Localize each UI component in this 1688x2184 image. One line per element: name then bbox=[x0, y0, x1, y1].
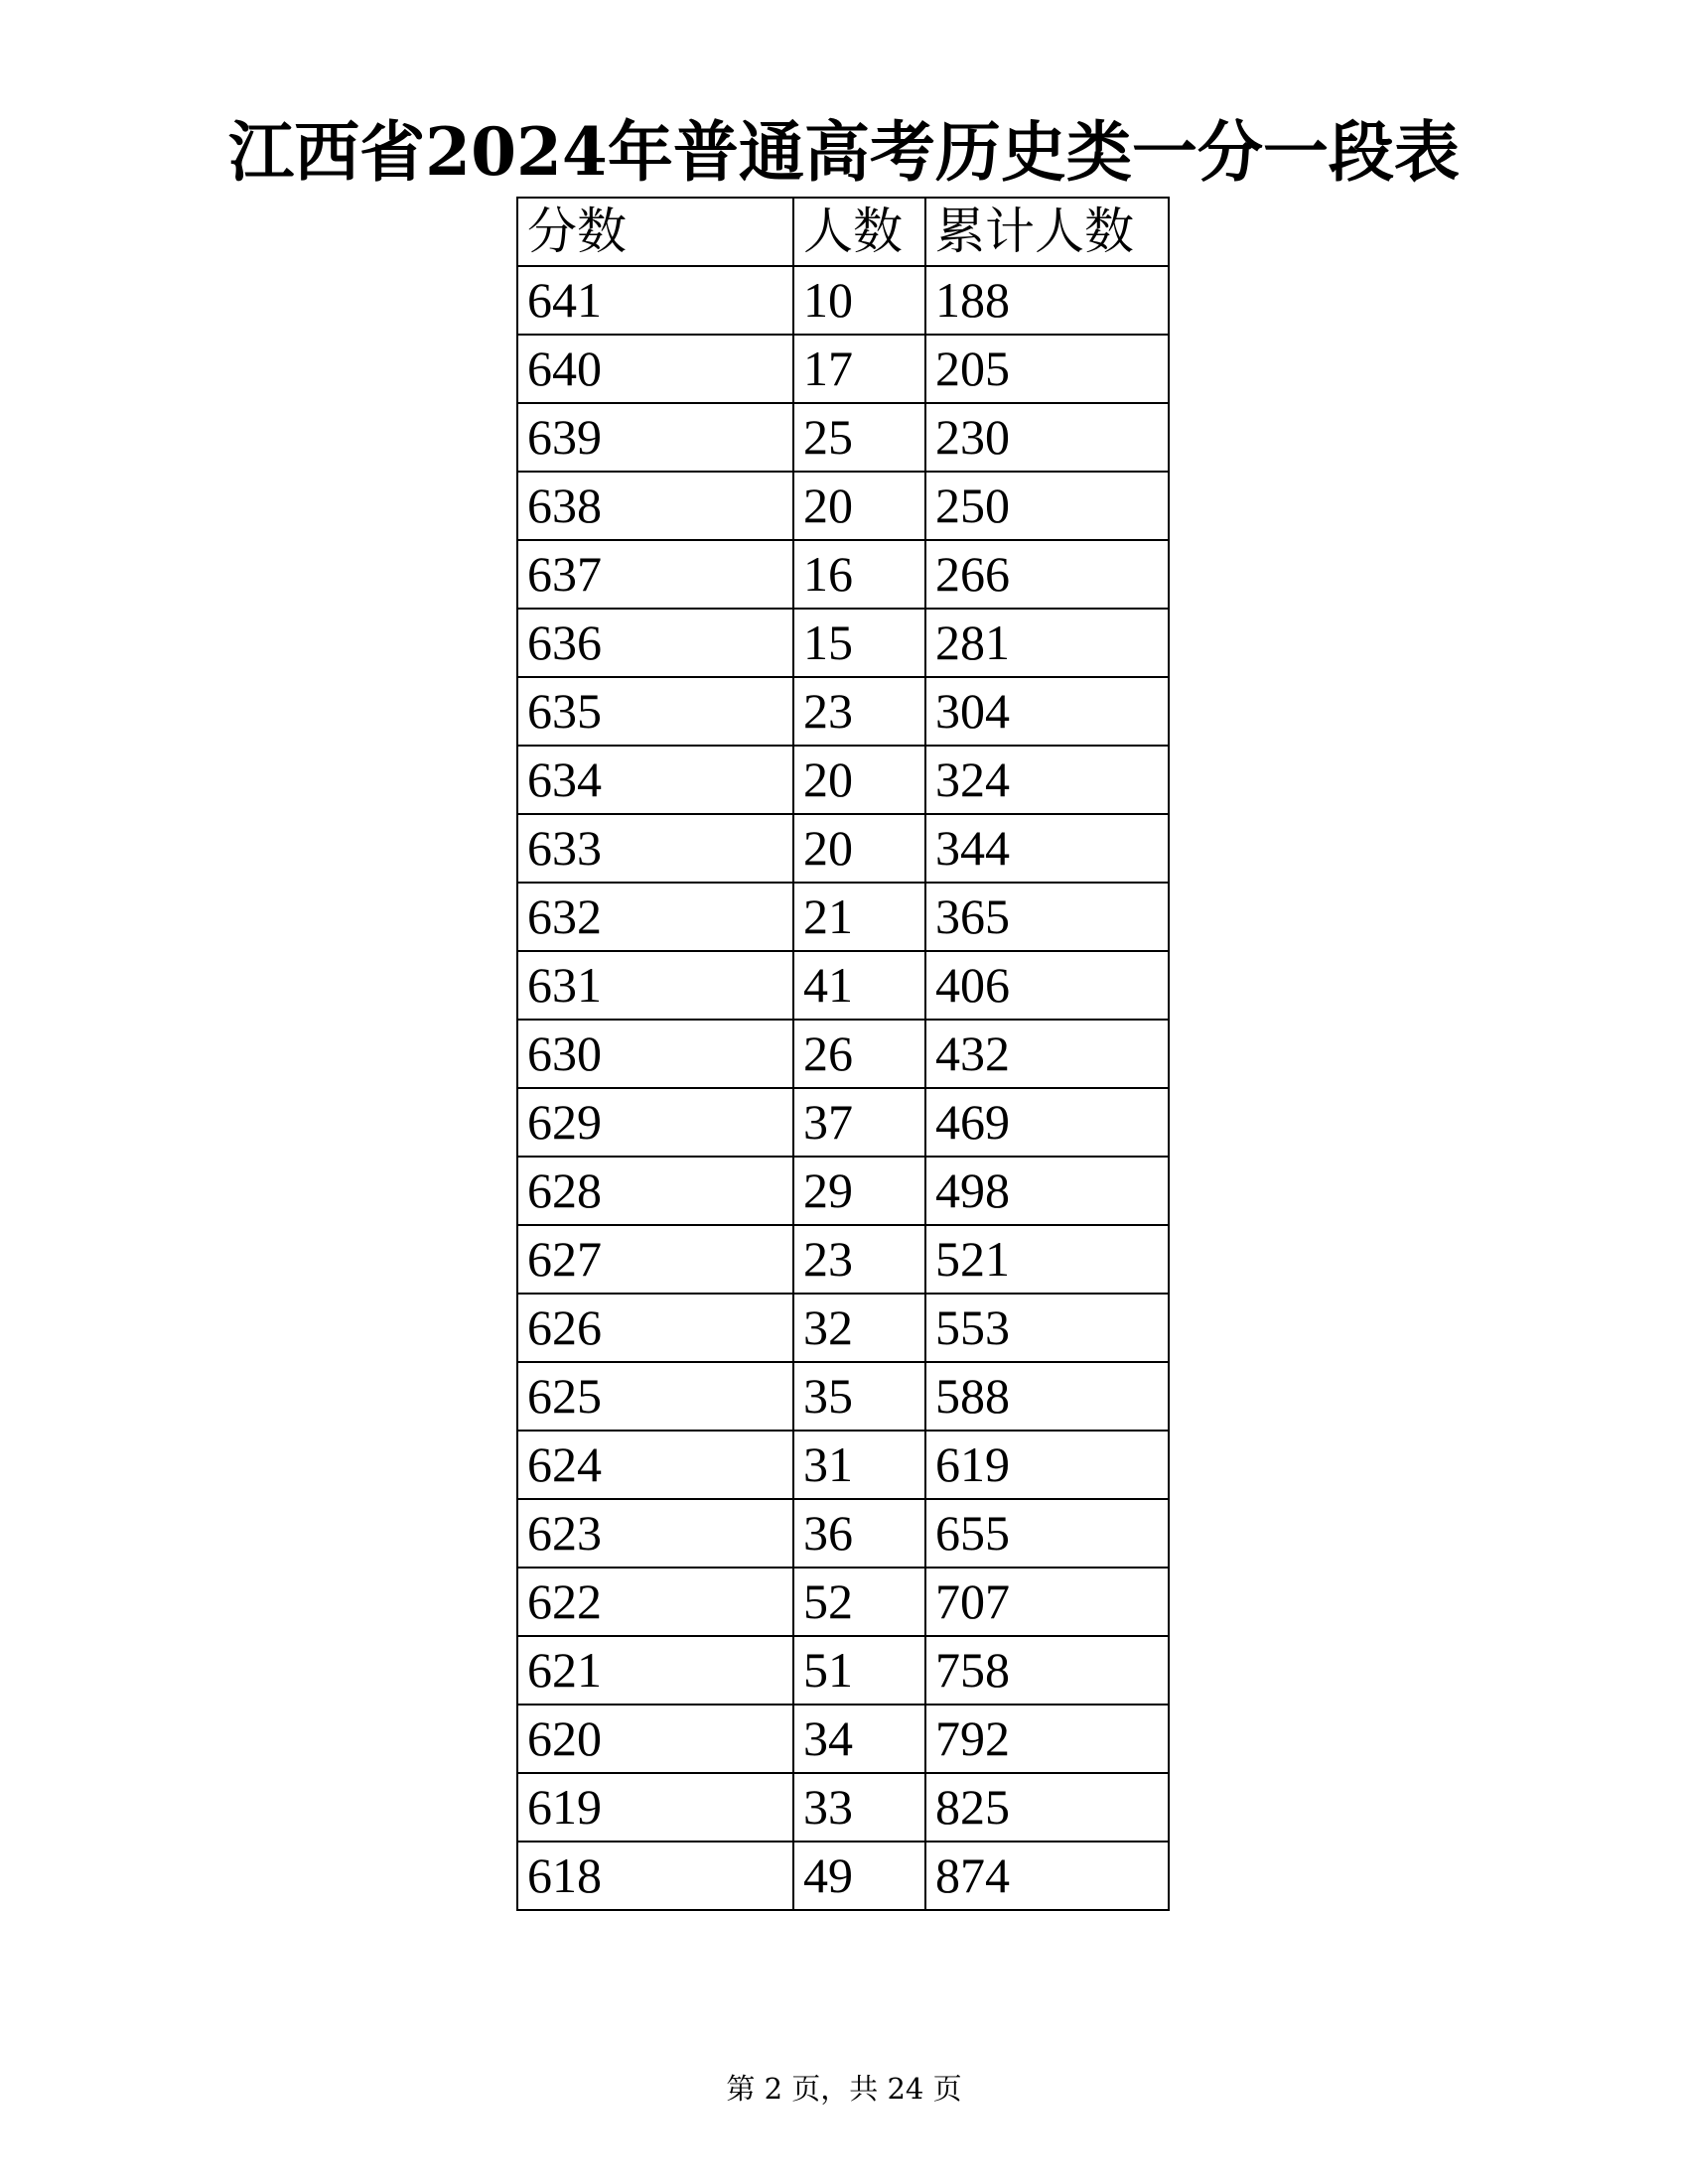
table-row bbox=[517, 1225, 1169, 1294]
cell-score: 635 bbox=[517, 677, 793, 746]
cell-count: 25 bbox=[793, 403, 925, 472]
cell-score: 632 bbox=[517, 883, 793, 951]
table-row bbox=[517, 1294, 1169, 1362]
cell-score: 620 bbox=[517, 1705, 793, 1773]
cell-cumulative: 188 bbox=[925, 266, 1169, 335]
cell-count: 49 bbox=[793, 1842, 925, 1910]
cell-score: 629 bbox=[517, 1088, 793, 1157]
cell-score: 637 bbox=[517, 540, 793, 609]
cell-cumulative: 521 bbox=[925, 1225, 1169, 1294]
cell-score: 638 bbox=[517, 472, 793, 540]
cell-count: 20 bbox=[793, 814, 925, 883]
cell-cumulative: 588 bbox=[925, 1362, 1169, 1431]
cell-score: 636 bbox=[517, 609, 793, 677]
cell-score: 627 bbox=[517, 1225, 793, 1294]
cell-score: 630 bbox=[517, 1020, 793, 1088]
table-row bbox=[517, 1842, 1169, 1910]
cell-count: 52 bbox=[793, 1568, 925, 1636]
table-row bbox=[517, 1362, 1169, 1431]
cell-score: 623 bbox=[517, 1499, 793, 1568]
cell-cumulative: 205 bbox=[925, 335, 1169, 403]
table-row bbox=[517, 677, 1169, 746]
cell-cumulative: 281 bbox=[925, 609, 1169, 677]
cell-cumulative: 304 bbox=[925, 677, 1169, 746]
cell-cumulative: 406 bbox=[925, 951, 1169, 1020]
cell-score: 628 bbox=[517, 1157, 793, 1225]
table-row bbox=[517, 746, 1169, 814]
cell-count: 35 bbox=[793, 1362, 925, 1431]
table-row bbox=[517, 1499, 1169, 1568]
table-row bbox=[517, 1431, 1169, 1499]
cell-count: 23 bbox=[793, 677, 925, 746]
cell-cumulative: 825 bbox=[925, 1773, 1169, 1842]
cell-count: 17 bbox=[793, 335, 925, 403]
table-row bbox=[517, 1773, 1169, 1842]
cell-score: 631 bbox=[517, 951, 793, 1020]
table-row bbox=[517, 1088, 1169, 1157]
table-row bbox=[517, 403, 1169, 472]
cell-count: 34 bbox=[793, 1705, 925, 1773]
cell-count: 20 bbox=[793, 746, 925, 814]
table-row bbox=[517, 1020, 1169, 1088]
header-cumulative: 累计人数 bbox=[925, 198, 1169, 266]
cell-score: 622 bbox=[517, 1568, 793, 1636]
table-body bbox=[517, 266, 1169, 1910]
table-row bbox=[517, 883, 1169, 951]
cell-cumulative: 498 bbox=[925, 1157, 1169, 1225]
cell-count: 29 bbox=[793, 1157, 925, 1225]
table-row bbox=[517, 1157, 1169, 1225]
cell-cumulative: 365 bbox=[925, 883, 1169, 951]
cell-count: 41 bbox=[793, 951, 925, 1020]
table-row bbox=[517, 472, 1169, 540]
cell-count: 15 bbox=[793, 609, 925, 677]
page-footer: 第 2 页，共 24 页 bbox=[726, 2072, 962, 2106]
cell-count: 23 bbox=[793, 1225, 925, 1294]
cell-cumulative: 758 bbox=[925, 1636, 1169, 1705]
table-row bbox=[517, 540, 1169, 609]
cell-cumulative: 432 bbox=[925, 1020, 1169, 1088]
cell-cumulative: 707 bbox=[925, 1568, 1169, 1636]
cell-cumulative: 655 bbox=[925, 1499, 1169, 1568]
cell-score: 634 bbox=[517, 746, 793, 814]
cell-cumulative: 344 bbox=[925, 814, 1169, 883]
cell-score: 639 bbox=[517, 403, 793, 472]
cell-count: 31 bbox=[793, 1431, 925, 1499]
table-header-row bbox=[517, 198, 1169, 266]
cell-score: 641 bbox=[517, 266, 793, 335]
cell-score: 625 bbox=[517, 1362, 793, 1431]
cell-score: 626 bbox=[517, 1294, 793, 1362]
cell-score: 618 bbox=[517, 1842, 793, 1910]
cell-count: 33 bbox=[793, 1773, 925, 1842]
table-row bbox=[517, 1705, 1169, 1773]
cell-cumulative: 874 bbox=[925, 1842, 1169, 1910]
cell-count: 26 bbox=[793, 1020, 925, 1088]
cell-count: 51 bbox=[793, 1636, 925, 1705]
cell-cumulative: 250 bbox=[925, 472, 1169, 540]
table-row bbox=[517, 609, 1169, 677]
cell-cumulative: 230 bbox=[925, 403, 1169, 472]
table-row bbox=[517, 814, 1169, 883]
header-score: 分数 bbox=[517, 198, 793, 266]
cell-score: 621 bbox=[517, 1636, 793, 1705]
cell-cumulative: 792 bbox=[925, 1705, 1169, 1773]
table-header bbox=[517, 198, 1169, 266]
score-distribution-table bbox=[516, 197, 1170, 1911]
cell-cumulative: 619 bbox=[925, 1431, 1169, 1499]
page-title: 江西省2024年普通高考历史类一分一段表 bbox=[228, 113, 1460, 191]
cell-count: 16 bbox=[793, 540, 925, 609]
cell-cumulative: 469 bbox=[925, 1088, 1169, 1157]
cell-count: 10 bbox=[793, 266, 925, 335]
cell-count: 20 bbox=[793, 472, 925, 540]
table-row bbox=[517, 951, 1169, 1020]
cell-count: 21 bbox=[793, 883, 925, 951]
table-row bbox=[517, 1636, 1169, 1705]
cell-cumulative: 324 bbox=[925, 746, 1169, 814]
table-row bbox=[517, 335, 1169, 403]
cell-count: 37 bbox=[793, 1088, 925, 1157]
cell-score: 619 bbox=[517, 1773, 793, 1842]
cell-score: 624 bbox=[517, 1431, 793, 1499]
cell-score: 633 bbox=[517, 814, 793, 883]
table-row bbox=[517, 266, 1169, 335]
cell-count: 32 bbox=[793, 1294, 925, 1362]
cell-count: 36 bbox=[793, 1499, 925, 1568]
cell-cumulative: 266 bbox=[925, 540, 1169, 609]
table-row bbox=[517, 1568, 1169, 1636]
cell-cumulative: 553 bbox=[925, 1294, 1169, 1362]
header-count: 人数 bbox=[793, 198, 925, 266]
cell-score: 640 bbox=[517, 335, 793, 403]
